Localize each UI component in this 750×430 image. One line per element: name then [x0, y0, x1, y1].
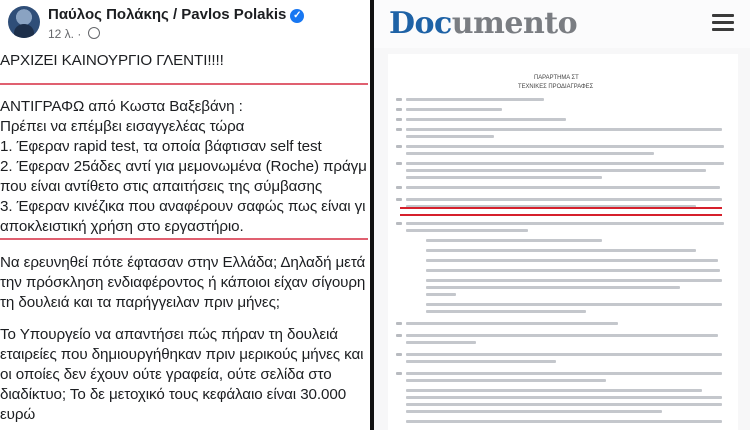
doc-text-line	[406, 334, 718, 337]
doc-text-line	[406, 372, 722, 375]
separator-rule	[0, 238, 368, 240]
post-text-line: τη δουλειά και τα παρήγγειλαν πριν μήνες;	[0, 294, 280, 311]
doc-text-line	[426, 310, 586, 313]
scanned-document-page	[388, 54, 738, 430]
doc-text-line	[406, 322, 618, 325]
doc-text-line	[426, 303, 722, 306]
verified-badge-icon: ✓	[290, 9, 304, 23]
document-panel	[374, 0, 750, 430]
doc-text-line	[406, 341, 476, 344]
doc-text-line	[406, 176, 602, 179]
separator-rule	[0, 83, 368, 85]
post-author[interactable]	[48, 6, 304, 23]
post-time[interactable]: 12 λ.	[48, 27, 75, 41]
red-underline	[400, 214, 722, 216]
doc-text-line	[426, 249, 696, 252]
doc-text-line	[406, 420, 722, 423]
doc-text-line	[406, 152, 654, 155]
facebook-post	[0, 0, 370, 430]
globe-icon	[88, 27, 100, 39]
doc-text-line	[406, 98, 544, 101]
post-text-line: εταιρείες που δημιουργήθηκαν πριν μερικούς μήνες και	[0, 346, 364, 363]
doc-item-number	[396, 108, 402, 111]
post-meta: 12 λ. ·	[48, 27, 100, 41]
doc-item-number	[396, 222, 402, 225]
doc-text-line	[406, 145, 724, 148]
doc-text-line	[406, 379, 606, 382]
doc-text-line	[406, 108, 502, 111]
doc-text-line	[406, 389, 702, 392]
doc-item-number	[396, 145, 402, 148]
doc-item-number	[396, 162, 402, 165]
post-text-line: Να ερευνηθεί πότε έφτασαν στην Ελλάδα; Δηλαδή μετά	[0, 254, 366, 271]
doc-item-number	[396, 118, 402, 121]
doc-text-line	[406, 396, 722, 399]
post-text-line: 3. Έφεραν κινέζικα που αναφέρουν σαφώς πως είναι γι	[0, 198, 366, 215]
doc-item-number	[396, 334, 402, 337]
doc-item-number	[396, 186, 402, 189]
post-text-line: οι οποίες δεν έχουν ούτε γραφεία, ούτε σελίδα στο	[0, 366, 332, 383]
doc-item-number	[396, 98, 402, 101]
post-text-line: την πρόσκληση ενδιαφέροντος ή κάποιοι είχαν σίγουρη	[0, 274, 366, 291]
doc-item-number	[396, 353, 402, 356]
post-text-line: 1. Έφεραν rapid test, τα οποία βάφτισαν self test	[0, 138, 322, 155]
doc-text-line	[406, 162, 724, 165]
post-text-line: 2. Έφεραν 25άδες αντί για μεμονωμένα (Roche) πράγμ	[0, 158, 367, 175]
doc-text-line	[406, 135, 494, 138]
post-text-line: που είναι αντίθετο στις απαιτήσεις της σύμβασης	[0, 178, 323, 195]
doc-text-line	[406, 410, 662, 413]
post-text-line: Πρέπει να επέμβει εισαγγελέας τώρα	[0, 118, 245, 135]
post-text-line: διαδίκτυο; Το δε μετοχικό τους κεφάλαιο είναι 30.000	[0, 386, 347, 403]
doc-text-line	[406, 229, 528, 232]
author-avatar[interactable]	[8, 6, 40, 38]
doc-text-line	[406, 360, 556, 363]
doc-item-number	[396, 322, 402, 325]
post-author-name[interactable]: Παύλος Πολάκης / Pavlos Polakis	[48, 6, 287, 23]
doc-text-line	[426, 269, 720, 272]
doc-text-line	[406, 186, 720, 189]
doc-text-line	[426, 259, 718, 262]
red-underline	[400, 207, 722, 209]
doc-text-line	[426, 286, 680, 289]
doc-heading: ΠΑΡΑΡΤΗΜΑ ΣΤ	[534, 74, 579, 81]
post-text-line: ΑΡΧΙΖΕΙ ΚΑΙΝΟΥΡΓΙΟ ΓΛΕΝΤΙ!!!!	[0, 52, 224, 69]
logo-part-umento: umento	[451, 6, 578, 41]
site-header	[374, 0, 750, 48]
doc-text-line	[426, 293, 456, 296]
post-text-line: ευρώ	[0, 406, 36, 423]
doc-text-line	[406, 169, 706, 172]
doc-item-number	[396, 128, 402, 131]
doc-text-line	[406, 118, 566, 121]
documento-logo[interactable]	[389, 6, 577, 41]
post-text-line: Το Υπουργείο να απαντήσει πώς πήραν τη δουλειά	[0, 326, 338, 343]
doc-text-line	[406, 353, 722, 356]
doc-text-line	[406, 128, 722, 131]
doc-subheading: ΤΕΧΝΙΚΕΣ ΠΡΟΔΙΑΓΡΑΦΕΣ	[518, 83, 594, 90]
hamburger-menu-icon[interactable]	[712, 14, 734, 32]
doc-text-line	[426, 239, 602, 242]
logo-part-doc: Doc	[389, 6, 452, 41]
highlighted-clause	[400, 196, 722, 216]
post-text-line: ΑΝΤΙΓΡΑΦΩ από Κωστα Βαξεβάνη :	[0, 98, 243, 115]
post-text-line: αποκλειστική χρήση στο εργαστήριο.	[0, 218, 244, 235]
doc-text-line	[406, 403, 722, 406]
doc-item-number	[396, 372, 402, 375]
doc-text-line	[406, 222, 724, 225]
doc-text-line	[426, 279, 722, 282]
